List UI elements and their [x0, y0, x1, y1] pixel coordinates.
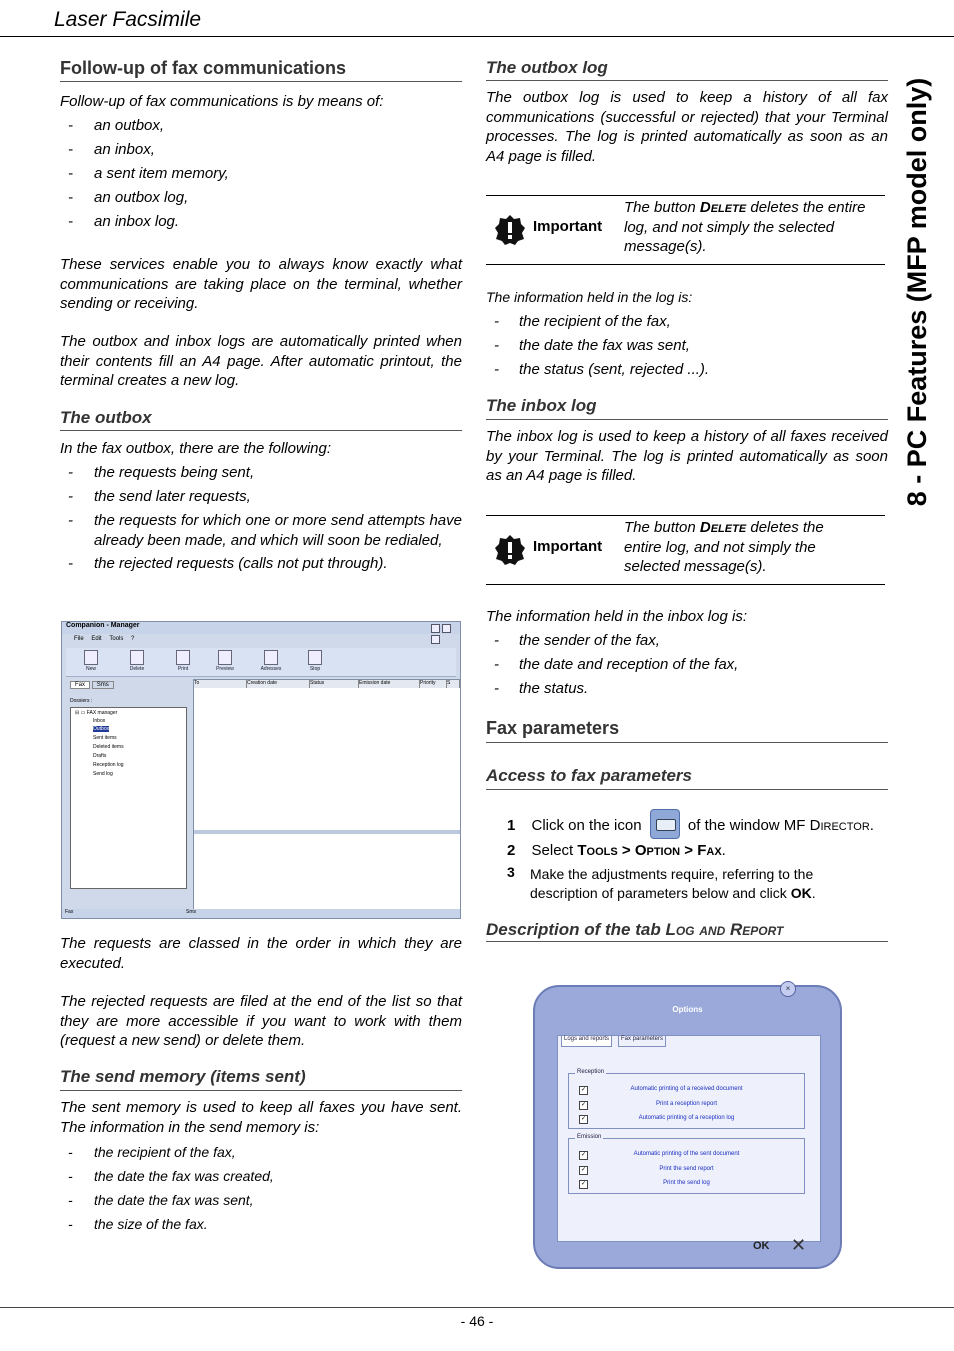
- step-2: 2 Select Tools > Option > Fax.: [507, 842, 726, 859]
- emission-group: Emission ✓ Automatic printing of the sent document ✓ Print the send report ✓ Print the send log: [568, 1138, 805, 1194]
- column-header: Status: [310, 680, 359, 688]
- options-title: Options: [672, 1005, 703, 1014]
- tree-item: ⊟ ▭ FAX manager: [75, 710, 118, 716]
- heading-send-memory: The send memory (items sent): [60, 1067, 306, 1086]
- checkbox-checked: ✓: [580, 1181, 587, 1187]
- companion-manager-screenshot: [61, 621, 461, 919]
- tree-item: Inbox: [93, 718, 106, 724]
- inbox-log-info-intro: The information held in the inbox log is:: [486, 608, 747, 625]
- important-label: Important: [533, 218, 603, 235]
- adresses-button: Adresses: [258, 650, 284, 676]
- heading-underline: [486, 941, 888, 942]
- followup-paragraph-2: The outbox and inbox logs are automatically printed when their contents fill an A4 page. After automatic printout, the terminal creates a new log.: [60, 333, 462, 389]
- heading-underline: [486, 742, 888, 743]
- send-memory-paragraph: The sent memory is used to keep all faxes you have sent. The information in the send memory is:: [60, 1099, 462, 1136]
- list-item: - the requests being sent,: [68, 464, 255, 481]
- list-item: - the send later requests,: [68, 488, 251, 505]
- stop-button: Stop: [302, 650, 328, 676]
- mf-director-icon: [650, 809, 680, 839]
- close-icon: ×: [780, 981, 796, 997]
- important-box-outbox: [486, 195, 885, 265]
- options-panel: [557, 1035, 821, 1242]
- heading-outbox-log: The outbox log: [486, 58, 608, 77]
- outbox-log-info-intro: The information held in the log is:: [486, 289, 693, 305]
- folder-tree: [70, 707, 187, 889]
- tree-item: Deleted items: [93, 744, 124, 750]
- new-button: New: [78, 650, 104, 676]
- column-header: S: [447, 680, 460, 688]
- tree-item: Sent items: [93, 735, 117, 741]
- window-status-bar: Fax Sms: [62, 909, 460, 918]
- tree-item-selected: Outbox: [93, 726, 110, 732]
- tree-item: Send log: [93, 771, 113, 777]
- checkbox-checked: ✓: [580, 1087, 587, 1093]
- list-item: - the date and reception of the fax,: [494, 656, 739, 673]
- reception-group: Reception ✓ Automatic printing of a received document ✓ Print a reception report ✓ Automatic printing of a reception log: [568, 1073, 805, 1129]
- heading-inbox-log: The inbox log: [486, 396, 597, 415]
- list-item: - the sender of the fax,: [494, 632, 660, 649]
- heading-fax-parameters: Fax parameters: [486, 718, 620, 738]
- list-item: - the recipient of the fax,: [68, 1144, 236, 1160]
- tree-item: Drafts: [93, 753, 107, 759]
- step-1: 1 Click on the icon of the window MF Director.: [507, 811, 892, 841]
- header-rule: [0, 36, 954, 37]
- step-3-text: Make the adjustments require, referring to the description of parameters below and click OK.: [530, 866, 816, 901]
- delete-button: Delete: [124, 650, 150, 676]
- checkbox-checked: ✓: [580, 1167, 587, 1173]
- tab-fax-parameters: Fax parameters: [618, 1035, 666, 1047]
- list-item: - the status (sent, rejected ...).: [494, 361, 710, 378]
- heading-underline: [60, 430, 462, 431]
- important-text: The button Delete deletes the entire log, and not simply the selected message(s).: [624, 199, 866, 255]
- checkbox-checked: ✓: [580, 1102, 587, 1108]
- important-box-inbox: [486, 515, 885, 585]
- list-item: - the rejected requests (calls not put through).: [68, 555, 388, 572]
- list-item: - an inbox log.: [68, 213, 180, 230]
- warning-icon: [494, 214, 526, 246]
- chapter-side-tab: 8 - PC Features (MFP model only): [902, 77, 932, 507]
- step-3-number: 3: [507, 864, 515, 880]
- list-item: - an inbox,: [68, 141, 155, 158]
- followup-intro: Follow-up of fax communications is by means of:: [60, 93, 384, 110]
- important-label: Important: [533, 538, 603, 555]
- inbox-log-list: [494, 631, 888, 703]
- window-title-bar: Companion - Manager: [62, 622, 460, 634]
- checkbox-checked: ✓: [580, 1116, 587, 1122]
- heading-description-tab: Description of the tab Log and Report: [486, 920, 784, 939]
- outbox-paragraph-2: The rejected requests are filed at the end of the list so that they are more accessible if you want to work with them (request a new send) or delete them.: [60, 993, 462, 1049]
- outbox-log-paragraph: The outbox log is used to keep a history of all fax communications (successful or rejected) that your Terminal processes. The log is printed automatically as soon as an A4 page is filled.: [486, 89, 888, 165]
- list-item: - the date the fax was created,: [68, 1168, 274, 1184]
- list-item: - the date the fax was sent,: [68, 1192, 254, 1208]
- tab-logs-and-reports: Logs and reports: [561, 1035, 612, 1047]
- warning-icon: [494, 534, 526, 566]
- splitter: [194, 830, 460, 834]
- heading-underline: [60, 1090, 462, 1091]
- list-item: - an outbox,: [68, 117, 165, 134]
- checkbox-label: Automatic printing of a reception log: [638, 1115, 735, 1121]
- message-grid: [193, 679, 461, 917]
- heading-access-fax-parameters: Access to fax parameters: [486, 766, 693, 785]
- list-item: - the size of the fax.: [68, 1216, 208, 1232]
- ok-button: OK: [753, 1240, 770, 1252]
- send-memory-list: [68, 1143, 462, 1239]
- tree-label: Dossiers :: [70, 698, 93, 704]
- list-item: - an outbox log,: [68, 189, 189, 206]
- column-header: To: [194, 680, 247, 688]
- list-item: - the recipient of the fax,: [494, 313, 671, 330]
- checkbox-label: Print the send log: [663, 1180, 710, 1186]
- cancel-icon: ✕: [791, 1235, 807, 1255]
- important-text: The button Delete deletes the entire log, and not simply the selected message(s).: [624, 519, 824, 575]
- checkbox-label: Automatic printing of a received document: [630, 1086, 743, 1092]
- heading-underline: [486, 419, 888, 420]
- options-dialog-screenshot: [533, 985, 842, 1269]
- window-toolbar: [66, 648, 456, 677]
- outbox-intro: In the fax outbox, there are the following:: [60, 440, 332, 457]
- window-tabs: Fax Sms: [70, 682, 114, 688]
- column-header: Emission date: [359, 680, 420, 688]
- window-controls-icon: [431, 624, 457, 632]
- footer-rule: [0, 1307, 954, 1308]
- list-item: - the date the fax was sent,: [494, 337, 690, 354]
- tree-item: Reception log: [93, 762, 124, 768]
- followup-list: [68, 116, 462, 236]
- checkbox-checked: ✓: [580, 1152, 587, 1158]
- outbox-paragraph-1: The requests are classed in the order in which they are executed.: [60, 935, 462, 972]
- list-item: - the status.: [494, 680, 589, 697]
- preview-button: Preview: [212, 650, 238, 676]
- column-header: Creation date: [247, 680, 310, 688]
- print-button: Print: [170, 650, 196, 676]
- outbox-list: [68, 463, 462, 578]
- checkbox-label: Print the send report: [659, 1166, 714, 1172]
- heading-underline: [60, 81, 462, 82]
- window-menu-bar: File Edit Tools ?: [74, 636, 135, 642]
- heading-underline: [486, 80, 888, 81]
- column-header: Priority: [420, 680, 447, 688]
- list-item: - a sent item memory,: [68, 165, 229, 182]
- list-item: - the requests for which one or more send attempts have already been made, and which will soon be redialed,: [68, 512, 462, 549]
- outbox-log-list: [494, 312, 888, 384]
- heading-underline: [486, 789, 888, 790]
- checkbox-label: Print a reception report: [655, 1101, 718, 1107]
- heading-followup: Follow-up of fax communications: [60, 58, 347, 78]
- page-number: - 46 -: [460, 1313, 494, 1329]
- inbox-log-paragraph: The inbox log is used to keep a history of all faxes received by your Terminal. The log is printed automatically as soon as an A4 page is filled.: [486, 428, 888, 484]
- heading-outbox: The outbox: [60, 408, 152, 427]
- followup-paragraph-1: These services enable you to always know exactly what communications are taking place on the terminal, whether sending or receiving.: [60, 256, 462, 312]
- checkbox-label: Automatic printing of the sent document: [633, 1151, 740, 1157]
- header-title: Laser Facsimile: [54, 8, 202, 31]
